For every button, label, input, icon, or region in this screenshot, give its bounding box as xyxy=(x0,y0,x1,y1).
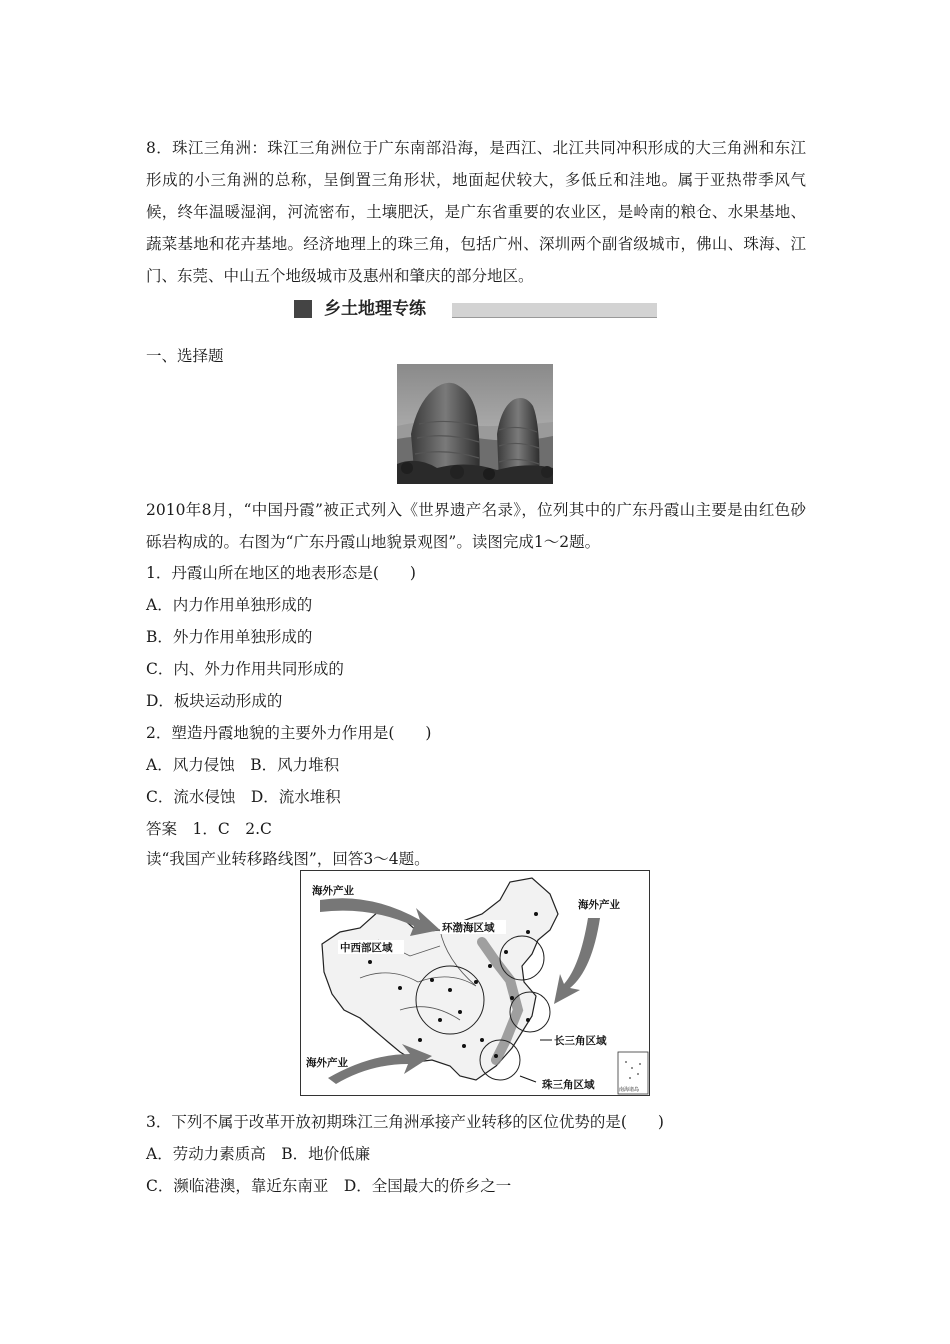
danxia-paragraph: 2010年8月，“中国丹霞”被正式列入《世界遗产名录》，位列其中的广东丹霞山主要是由红色砂砾岩构成的。右图为“广东丹霞山地貌景观图”。读图完成1～2题。 xyxy=(146,501,806,551)
map-label-yangtze: 长三角区域 xyxy=(554,1035,607,1047)
map-label-overseas-ne: 海外产业 xyxy=(578,899,620,911)
part-heading: 一、选择题 xyxy=(146,347,224,365)
question-1-option-c: C．内、外力作用共同形成的 xyxy=(146,660,344,678)
section-bar xyxy=(452,303,657,318)
question-3-stem: 3．下列不属于改革开放初期珠江三角洲承接产业转移的区位优势的是( ) xyxy=(146,1113,664,1131)
map-label-pearl: 珠三角区域 xyxy=(542,1079,595,1091)
section-square-icon xyxy=(294,300,312,318)
map-label-overseas-sw: 海外产业 xyxy=(306,1057,348,1069)
section-header xyxy=(294,297,658,321)
map-label-bohai: 环渤海区域 xyxy=(442,922,495,934)
map-intro: 读“我国产业转移路线图”，回答3～4题。 xyxy=(146,850,430,868)
question-2-stem: 2．塑造丹霞地貌的主要外力作用是( ) xyxy=(146,724,432,742)
inset-label: 南海诸岛 xyxy=(619,1087,640,1093)
danxia-landscape-photo xyxy=(397,364,553,484)
intro-paragraph: 8．珠江三角洲：珠江三角洲位于广东南部沿海，是西江、北江共同冲积形成的大三角洲和东江形成的小三角洲的总称，呈倒置三角形状，地面起伏较大，多低丘和洼地。属于亚热带季风气候，终年温暖湿润，河流密布，土壤肥沃，是广东省重要的农业区，是岭南的粮仓、水果基地、蔬菜基地和花卉基地。经济地理上的珠三角，包括广州、深圳两个副省级城市，佛山、珠海、江门、东莞、中山五个地级城市及惠州和肇庆的部分地区。 xyxy=(146,139,806,285)
section-title: 乡土地理专练 xyxy=(324,299,426,319)
question-3-options-ab: A．劳动力素质高 B．地价低廉 xyxy=(146,1145,371,1163)
question-1-option-b: B．外力作用单独形成的 xyxy=(146,628,313,646)
question-2-options-cd: C．流水侵蚀 D．流水堆积 xyxy=(146,788,341,806)
question-1-option-d: D．板块运动形成的 xyxy=(146,692,283,710)
question-1-option-a: A．内力作用单独形成的 xyxy=(146,596,313,614)
industry-transfer-map xyxy=(300,870,650,1096)
question-3-options-cd: C．濒临港澳，靠近东南亚 D．全国最大的侨乡之一 xyxy=(146,1177,512,1195)
map-label-midwest: 中西部区域 xyxy=(340,942,393,954)
question-2-options-ab: A．风力侵蚀 B．风力堆积 xyxy=(146,756,340,774)
answer-line: 答案 1．C 2.C xyxy=(146,820,272,838)
map-label-overseas-nw: 海外产业 xyxy=(312,885,354,897)
question-1-stem: 1．丹霞山所在地区的地表形态是( ) xyxy=(146,564,416,582)
